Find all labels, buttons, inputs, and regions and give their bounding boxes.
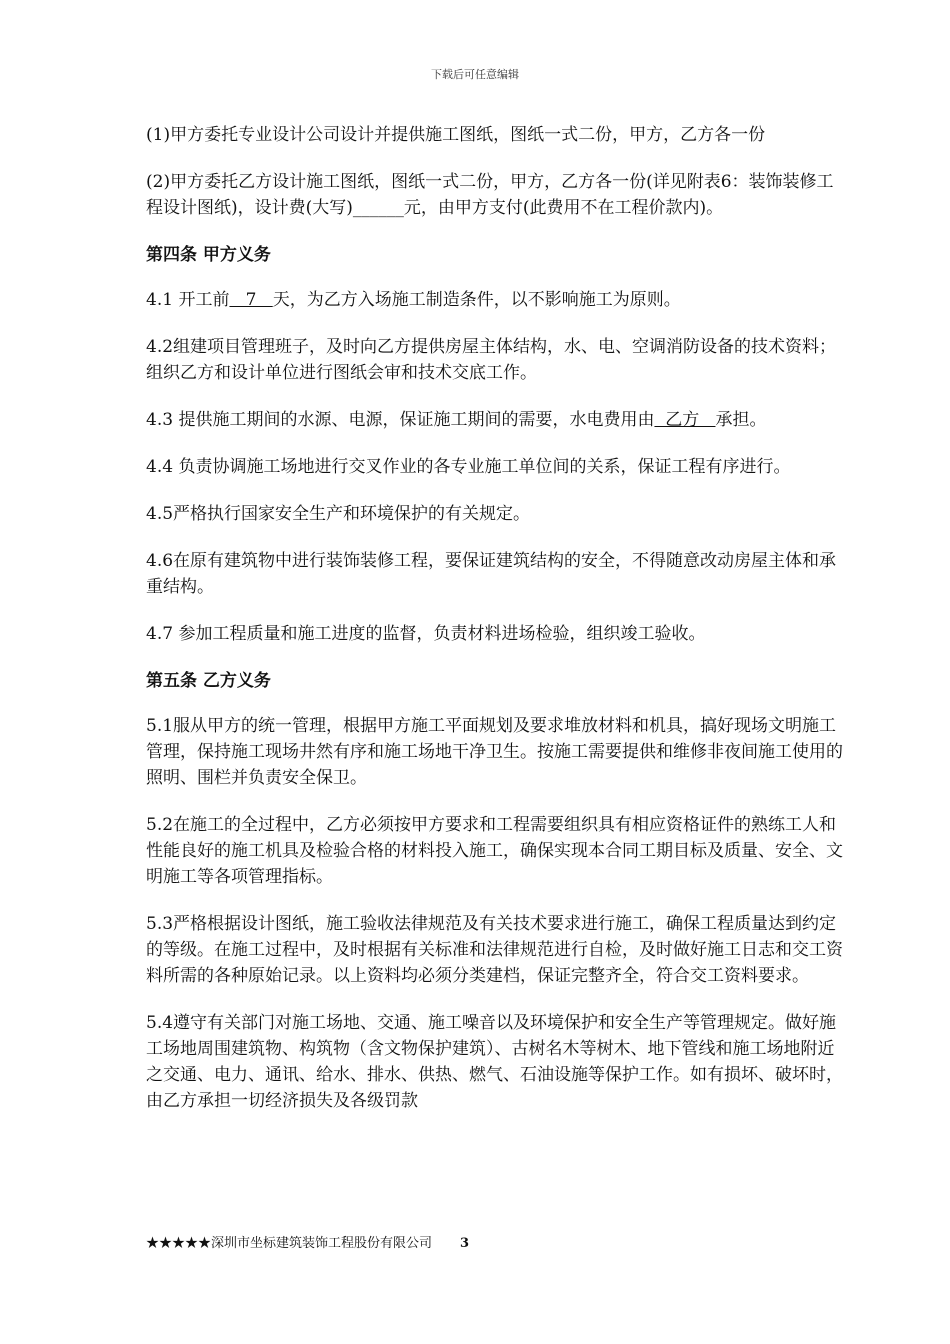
clause-5-4: 5.4遵守有关部门对施工场地、交通、施工噪音以及环境保护和安全生产等管理规定。做好施工场地周围建筑物、构筑物（含文物保护建筑）、古树名木等树木、地下管线和施工场地附近之交通、电力、通讯、给水、排水、供热、燃气、石油设施等保护工作。如有损坏、破坏时，由乙方承担一切经济损失及各级罚款 bbox=[146, 1013, 843, 1111]
clause-4-1 bbox=[146, 287, 846, 313]
clause-4-3-text-b: 承担。 bbox=[715, 410, 767, 430]
clause-4-4: 4.4 负责协调施工场地进行交叉作业的各专业施工单位间的关系，保证工程有序进行。 bbox=[146, 457, 791, 477]
document-body bbox=[146, 122, 846, 1135]
clause-4-6: 4.6在原有建筑物中进行装饰装修工程，要保证建筑结构的安全，不得随意改动房屋主体和承重结构。 bbox=[146, 551, 837, 597]
clause-4-1-text-b: 天，为乙方入场施工制造条件，以不影响施工为原则。 bbox=[272, 290, 681, 310]
footer bbox=[146, 1232, 469, 1251]
clause-4-2: 4.2组建项目管理班子，及时向乙方提供房屋主体结构，水、电、空调消防设备的技术资料；组织乙方和设计单位进行图纸会审和技术交底工作。 bbox=[146, 337, 837, 383]
clause-4-7: 4.7 参加工程质量和施工进度的监督，负责材料进场检验，组织竣工验收。 bbox=[146, 624, 706, 644]
clause-4-5: 4.5严格执行国家安全生产和环境保护的有关规定。 bbox=[146, 504, 531, 524]
paragraph-2: (2)甲方委托乙方设计施工图纸，图纸一式二份，甲方，乙方各一份(详见附表6：装饰装修工程设计图纸)，设计费(大写)______元，由甲方支付(此费用不在工程价款内)。 bbox=[146, 172, 834, 218]
clause-5-3: 5.3严格根据设计图纸，施工验收法律规范及有关技术要求进行施工，确保工程质量达到约定的等级。在施工过程中，及时根据有关标准和法律规范进行自检，及时做好施工日志和交工资料所需的各种原始记录。以上资料均必须分类建档，保证完整齐全，符合交工资料要求。 bbox=[146, 914, 843, 986]
clause-5-1: 5.1服从甲方的统一管理，根据甲方施工平面规划及要求堆放材料和机具，搞好现场文明施工管理，保持施工现场井然有序和施工场地干净卫生。按施工需要提供和维修非夜间施工使用的照明、围栏并负责安全保卫。 bbox=[146, 716, 843, 788]
section-4-title: 第四条 甲方义务 bbox=[146, 245, 271, 265]
clause-4-3 bbox=[146, 407, 846, 433]
clause-4-3-party-value: 乙方 bbox=[654, 410, 716, 430]
footer-company: ★★★★★深圳市坐标建筑装饰工程股份有限公司 bbox=[146, 1236, 433, 1251]
header-note: 下载后可任意编辑 bbox=[431, 68, 519, 81]
page-number: 3 bbox=[460, 1236, 470, 1251]
section-5-title: 第五条 乙方义务 bbox=[146, 671, 271, 691]
clause-4-1-text-a: 4.1 开工前 bbox=[146, 290, 230, 310]
clause-4-3-text-a: 4.3 提供施工期间的水源、电源，保证施工期间的需要，水电费用由 bbox=[146, 410, 655, 430]
paragraph-1: (1)甲方委托专业设计公司设计并提供施工图纸，图纸一式二份，甲方，乙方各一份 bbox=[146, 125, 766, 145]
clause-4-1-days-value: 7 bbox=[229, 290, 273, 310]
clause-5-2: 5.2在施工的全过程中，乙方必须按甲方要求和工程需要组织具有相应资格证件的熟练工人和性能良好的施工机具及检验合格的材料投入施工，确保实现本合同工期目标及质量、安全、文明施工等各项管理指标。 bbox=[146, 815, 843, 887]
